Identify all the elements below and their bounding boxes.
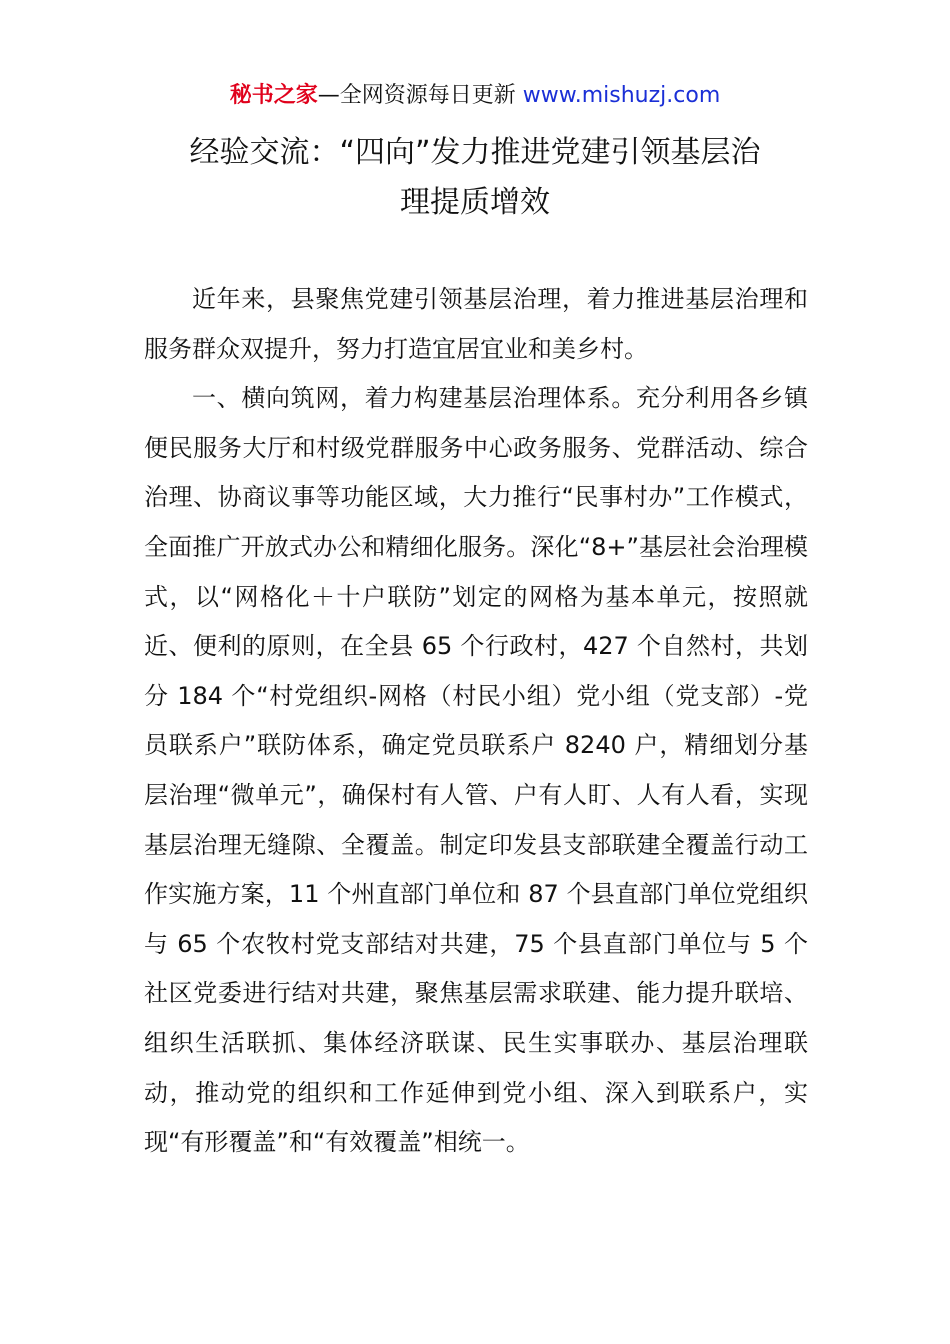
title-line-1: 经验交流：“四向”发力推进党建引领基层治: [189, 135, 761, 170]
document-body: [144, 275, 808, 1168]
site-url-link[interactable]: www.mishuzj.com: [522, 83, 721, 108]
site-header: [0, 80, 950, 112]
document-title: [140, 128, 810, 228]
site-tagline: —全网资源每日更新: [317, 83, 523, 108]
paragraph-intro: 近年来，县聚焦党建引领基层治理，着力推进基层治理和服务群众双提升，努力打造宜居宜业和美乡村。: [144, 285, 808, 363]
title-line-2: 理提质增效: [400, 185, 550, 220]
paragraph-section-1: 一、横向筑网，着力构建基层治理体系。充分利用各乡镇便民服务大厅和村级党群服务中心政务服务、党群活动、综合治理、协商议事等功能区域，大力推行“民事村办”工作模式，全面推广开放式办公和精细化服务。深化“8+”基层社会治理模式，以“网格化＋十户联防”划定的网格为基本单元，按照就近、便利的原则，在全县 65 个行政村，427 个自然村，共划分 184 个“村党组织-网格（村民小组）党小组（党支部）-党员联系户”联防体系，确定党员联系户 8240 户，精细划分基层治理“微单元”，确保村有人管、户有人盯、人有人看，实现基层治理无缝隙、全覆盖。制定印发县支部联建全覆盖行动工作实施方案，11 个州直部门单位和 87 个县直部门单位党组织与 65 个农牧村党支部结对共建，75 个县直部门单位与 5 个社区党委进行结对共建，聚焦基层需求联建、能力提升联培、组织生活联抓、集体经济联谋、民生实事联办、基层治理联动，推动党的组织和工作延伸到党小组、深入到联系户，实现“有形覆盖”和“有效覆盖”相统一。: [144, 384, 808, 1157]
site-name: 秘书之家: [229, 83, 318, 108]
